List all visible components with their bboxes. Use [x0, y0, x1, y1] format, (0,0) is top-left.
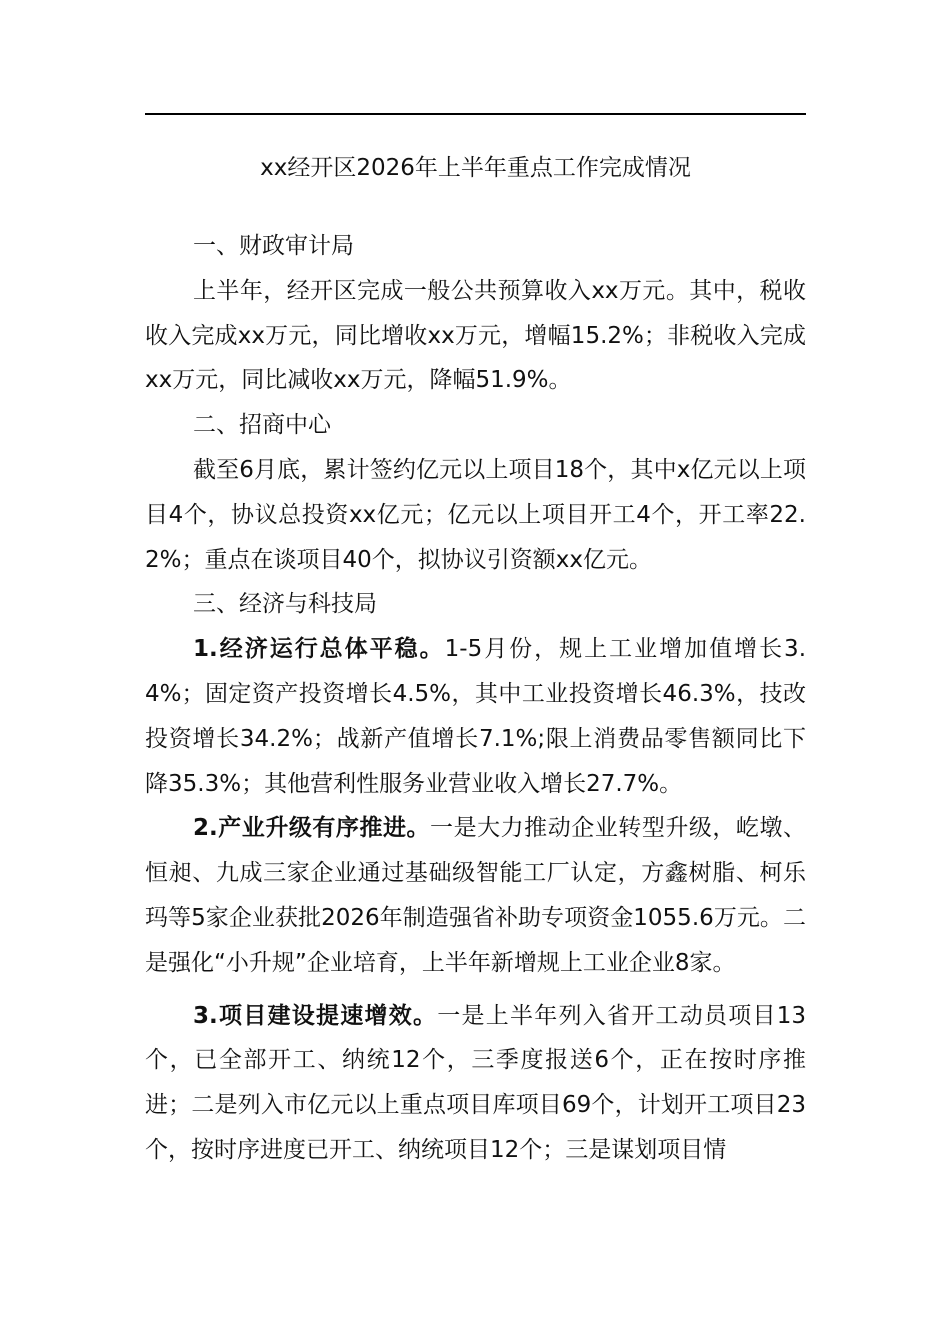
section-heading-economy: 三、经济与科技局	[193, 591, 377, 618]
header-rule	[145, 113, 806, 115]
paragraph-economy-3	[145, 994, 806, 1173]
paragraph-lead: 2.产业升级有序推进。	[193, 815, 431, 842]
paragraph-economy-1	[145, 627, 806, 806]
paragraph-finance: 上半年，经开区完成一般公共预算收入xx万元。其中，税收收入完成xx万元，同比增收xx万元，增幅15.2%；非税收入完成xx万元，同比减收xx万元，降幅51.9%。	[145, 277, 806, 394]
paragraph-body: 一是上半年列入省开工动员项目13个，已全部开工、纳统12个，三季度报送6个，正在按时序推进；二是列入市亿元以上重点项目库项目69个，计划开工项目23个，按时序进度已开工、纳统项目12个；三是谋划项目情	[145, 1002, 806, 1163]
section-heading-finance: 一、财政审计局	[193, 233, 354, 259]
paragraph-investment: 截至6月底，累计签约亿元以上项目18个，其中x亿元以上项目4个，协议总投资xx亿元；亿元以上项目开工4个，开工率22.2%；重点在谈项目40个，拟协议引资额xx亿元。	[145, 456, 806, 573]
paragraph-body: 1-5月份，规上工业增加值增长3.4%；固定资产投资增长4.5%，其中工业投资增长46.3%，技改投资增长34.2%；战新产值增长7.1%;限上消费品零售额同比下降35.3%；其他营利性服务业营业收入增长27.7%。	[145, 636, 807, 797]
document-title: xx经开区2026年上半年重点工作完成情况	[260, 155, 691, 181]
paragraph-gap	[145, 986, 806, 994]
paragraph-lead: 1.经济运行总体平稳。	[193, 636, 445, 663]
paragraph-lead: 3.项目建设提速增效。	[193, 1002, 438, 1029]
paragraph-body: 一是大力推动企业转型升级，屹墩、恒昶、九成三家企业通过基础级智能工厂认定，方鑫树脂、柯乐玛等5家企业获批2026年制造强省补助专项资金1055.6万元。二是强化“小升规”企业培育，上半年新增规上工业企业8家。	[145, 815, 806, 976]
document-body	[145, 224, 806, 1173]
section-heading-investment: 二、招商中心	[193, 412, 331, 439]
paragraph-economy-2	[145, 806, 806, 985]
